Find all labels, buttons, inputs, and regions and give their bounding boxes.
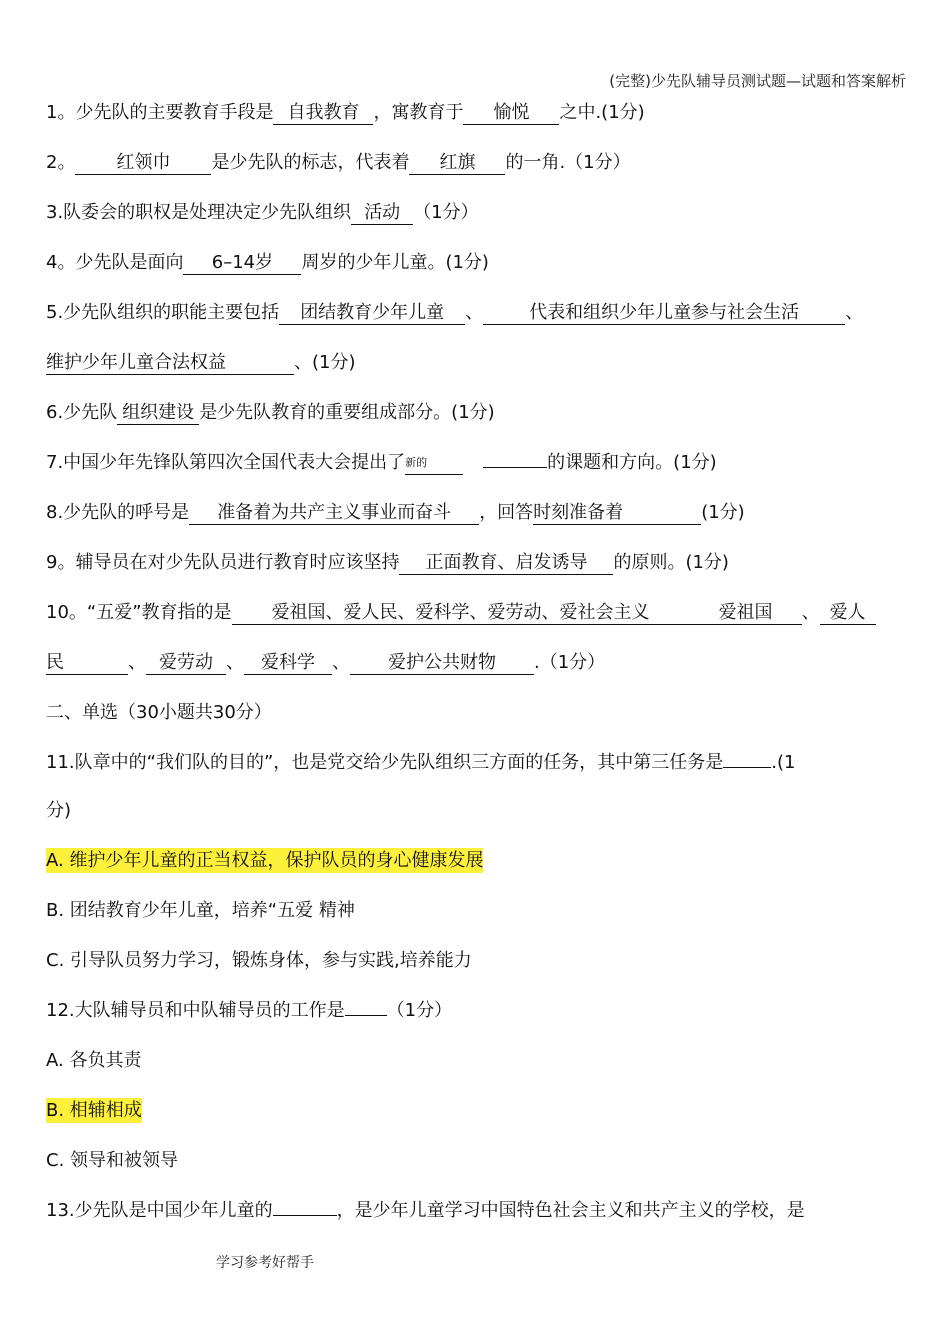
answer-blank: 爱人 (820, 602, 876, 625)
answer-blank: 愉悦 (463, 102, 559, 125)
option-a: A. 各负其责 (46, 1050, 142, 1071)
answer-blank: 正面教育、启发诱导 (399, 552, 613, 575)
question-10: 10。“五爱”教育指的是 爱祖国、爱人民、爱科学、爱劳动、爱社会主义 爱祖国 、 爱人 (46, 600, 876, 626)
answer-blank: 代表和组织少年儿童参与社会生活 (483, 302, 845, 325)
answer-blank (723, 767, 771, 768)
question-4: 4。少先队是面向 6–14岁 周岁的少年儿童。(1分) (46, 252, 489, 273)
answer-blank (345, 1015, 387, 1016)
answer-blank (273, 1215, 337, 1216)
answer-blank: 红旗 (409, 152, 505, 175)
option-c: C. 引导队员努力学习，锻炼身体，参与实践,培养能力 (46, 950, 472, 971)
section-title: 二、单选（30小题共30分） (46, 702, 272, 723)
question-3: 3.队委会的职权是处理决定少先队组织 活动 （1分） (46, 202, 479, 223)
highlighted-answer: A. 维护少年儿童的正当权益，保护队员的身心健康发展 (46, 850, 484, 871)
answer-blank: 6–14岁 (183, 252, 301, 275)
page-footer: 学习参考好帮手 (216, 1255, 314, 1271)
answer-blank: 准备着为共产主义事业而奋斗 (189, 502, 479, 525)
question-6: 6.少先队 组织建设 是少先队教育的重要组成部分。(1分) (46, 402, 495, 423)
answer-blank: 团结教育少年儿童 (279, 302, 465, 325)
question-11: 11.队章中的“我们队的目的”，也是党交给少先队组织三方面的任务，其中第三任务是 .(1 (46, 752, 796, 773)
question-8: 8.少先队的呼号是 准备着为共产主义事业而奋斗 ，回答时刻准备着 (1分) (46, 502, 745, 523)
answer-blank: 红领巾 (75, 152, 211, 175)
question-7: 7.中国少年先锋队第四次全国代表大会提出了$^{新的}$ 的课题和方向。(1分) (46, 452, 717, 473)
question-13: 13.少先队是中国少年儿童的 ，是少年儿童学习中国特色社会主义和共产主义的学校，是 (46, 1200, 805, 1221)
option-a (46, 848, 483, 874)
answer-blank: 时刻准备着 (533, 502, 701, 525)
answer-blank: 民 (46, 652, 128, 675)
answer-blank: 爱劳动 (146, 652, 226, 675)
highlighted-answer: B. 相辅相成 (46, 1100, 142, 1121)
answer-blank: 组织建设 (117, 402, 199, 425)
answer-blank: 维护少年儿童合法权益 (46, 352, 294, 375)
answer-blank: 爱祖国 (690, 602, 802, 625)
question-10-continued: 民 、 爱劳动 、 爱科学 、 爱护公共财物 .（1分） (46, 652, 606, 673)
option-c: C. 领导和被领导 (46, 1150, 179, 1171)
question-5-continued: 维护少年儿童合法权益 、(1分) (46, 352, 356, 373)
answer-blank: 活动 (351, 202, 413, 225)
question-2: 2。 红领巾 是少先队的标志，代表着 红旗 的一角.（1分） (46, 152, 631, 173)
question-1: 1。少先队的主要教育手段是 自我教育 ，寓教育于 愉悦 之中.(1分) (46, 102, 645, 123)
question-9: 9。辅导员在对少先队员进行教育时应该坚持 正面教育、启发诱导 的原则。(1分) (46, 552, 729, 573)
question-11-continued: 分) (46, 800, 72, 821)
answer-blank: 爱祖国、爱人民、爱科学、爱劳动、爱社会主义 (232, 602, 690, 625)
option-b: B. 团结教育少年儿童，培养“五爱 精神 (46, 900, 355, 921)
answer-blank: 爱科学 (244, 652, 332, 675)
answer-blank (483, 467, 547, 468)
answer-blank: 爱护公共财物 (350, 652, 534, 675)
document-header: (完整)少先队辅导员测试题—试题和答案解析 (609, 72, 906, 90)
question-12: 12.大队辅导员和中队辅导员的工作是 （1分） (46, 1000, 453, 1021)
question-5: 5.少先队组织的职能主要包括 团结教育少年儿童 、 代表和组织少年儿童参与社会生活 、 (46, 302, 864, 323)
answer-blank: 新的 (405, 452, 463, 475)
answer-blank: 自我教育 (273, 102, 373, 125)
option-b (46, 1098, 142, 1124)
